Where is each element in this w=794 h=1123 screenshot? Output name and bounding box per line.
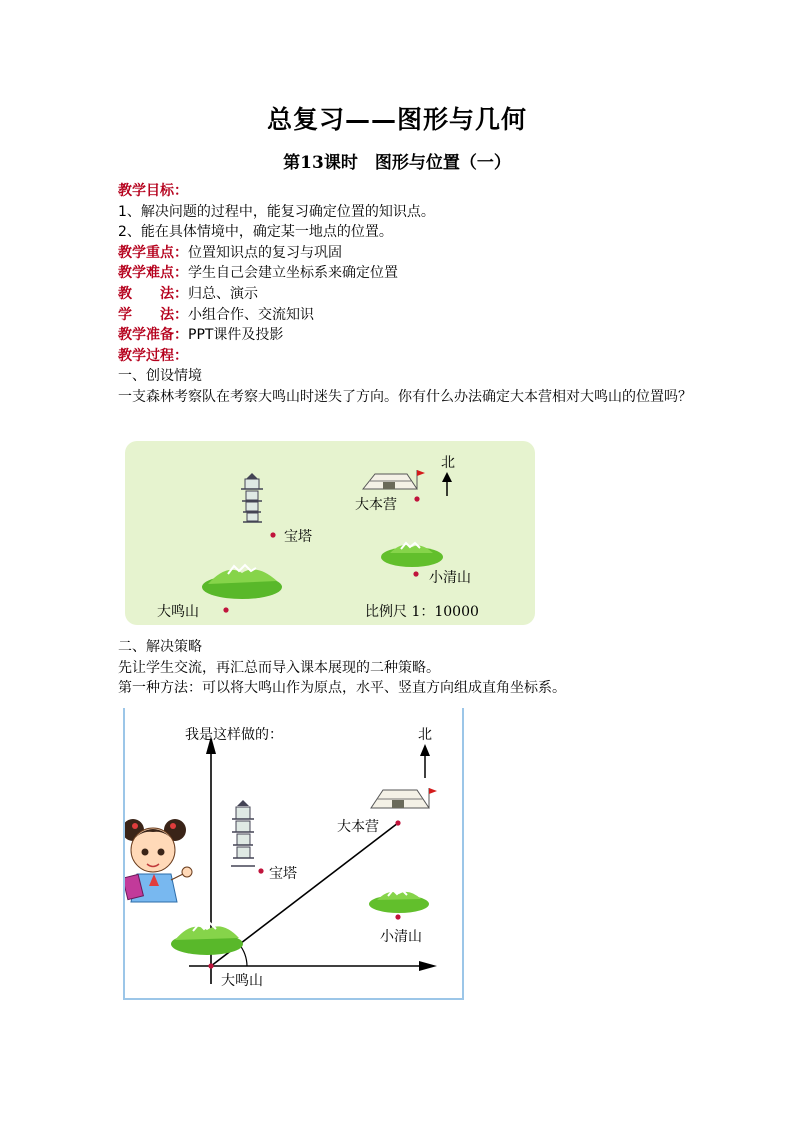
camp-label: 大本营	[355, 497, 397, 513]
learning-method-text: 小组合作、交流知识	[188, 306, 314, 323]
small-hill-icon	[381, 543, 443, 567]
lesson-subtitle: 第13课时 图形与位置（一）	[283, 153, 511, 173]
part2-heading: 二、解决策略	[118, 639, 202, 655]
teaching-method-label: 教 法：	[118, 285, 188, 302]
camp-dot	[414, 496, 419, 501]
small-hill-icon	[369, 890, 429, 913]
forest-map	[125, 441, 535, 625]
camp-dot	[395, 820, 400, 825]
north-label: 北	[441, 455, 455, 471]
part2-text-2: 第一种方法：可以将大鸣山作为原点，水平、竖直方向组成直角坐标系。	[118, 680, 566, 697]
page-title: 总复习——图形与几何	[266, 105, 527, 134]
camp-tent-icon	[363, 470, 425, 489]
difficulty	[118, 263, 698, 284]
learning-method	[118, 305, 698, 326]
difficulty-label: 教学难点：	[118, 265, 188, 282]
goal-item-1: 1、解决问题的过程中，能复习确定位置的知识点。	[118, 203, 435, 220]
process-heading: 教学过程：	[118, 347, 188, 364]
learning-method-label: 学 法：	[118, 306, 188, 323]
speech-label: 我是这样做的：	[185, 727, 283, 743]
north-arrow-icon	[442, 472, 452, 496]
north-arrow-icon	[420, 744, 430, 778]
big-hill-label: 大鸣山	[221, 973, 263, 989]
key-point	[118, 243, 698, 264]
part2-text-1: 先让学生交流，再汇总而导入课本展现的二种策略。	[118, 659, 440, 676]
preparation-label: 教学准备：	[118, 327, 188, 344]
part1-text: 一支森林考察队在考察大鸣山时迷失了方向。你有什么办法确定大本营相对大鸣山的位置吗？	[118, 388, 692, 405]
teaching-method	[118, 284, 698, 305]
pagoda-icon	[231, 800, 255, 866]
big-hill-dot	[208, 963, 213, 968]
coordinate-map-drawing	[125, 708, 466, 1000]
big-hill-dot	[223, 607, 228, 612]
small-hill-label: 小清山	[380, 929, 422, 945]
camp-label: 大本营	[337, 819, 379, 835]
key-point-text: 位置知识点的复习与巩固	[188, 244, 342, 261]
goal-heading: 教学目标：	[118, 183, 188, 199]
small-hill-dot	[395, 914, 400, 919]
difficulty-text: 学生自己会建立坐标系来确定位置	[188, 265, 398, 282]
pagoda-dot	[258, 868, 263, 873]
goal-item-2: 2、能在具体情境中，确定某一地点的位置。	[118, 224, 393, 241]
small-hill-dot	[413, 571, 418, 576]
teaching-method-text: 归总、演示	[188, 285, 258, 302]
coordinate-map	[123, 708, 464, 1000]
girl-character-icon	[125, 819, 192, 902]
key-point-label: 教学重点：	[118, 244, 188, 261]
camp-tent-icon	[371, 788, 437, 808]
preparation-text: PPT课件及投影	[188, 327, 284, 344]
pagoda-icon	[241, 473, 263, 522]
pagoda-label: 宝塔	[284, 529, 312, 545]
big-hill-icon	[171, 923, 243, 955]
small-hill-label: 小清山	[429, 570, 471, 586]
part1-heading: 一、创设情境	[118, 368, 202, 385]
part2-block	[118, 637, 698, 699]
preparation	[118, 325, 698, 346]
forest-map-drawing	[125, 441, 535, 625]
scale-label: 比例尺 1：10000	[365, 604, 479, 620]
pagoda-dot	[270, 532, 275, 537]
north-label: 北	[418, 727, 432, 743]
pagoda-label: 宝塔	[269, 866, 297, 882]
big-hill-label: 大鸣山	[157, 604, 199, 620]
big-hill-icon	[202, 565, 282, 599]
lesson-outline	[118, 181, 698, 408]
